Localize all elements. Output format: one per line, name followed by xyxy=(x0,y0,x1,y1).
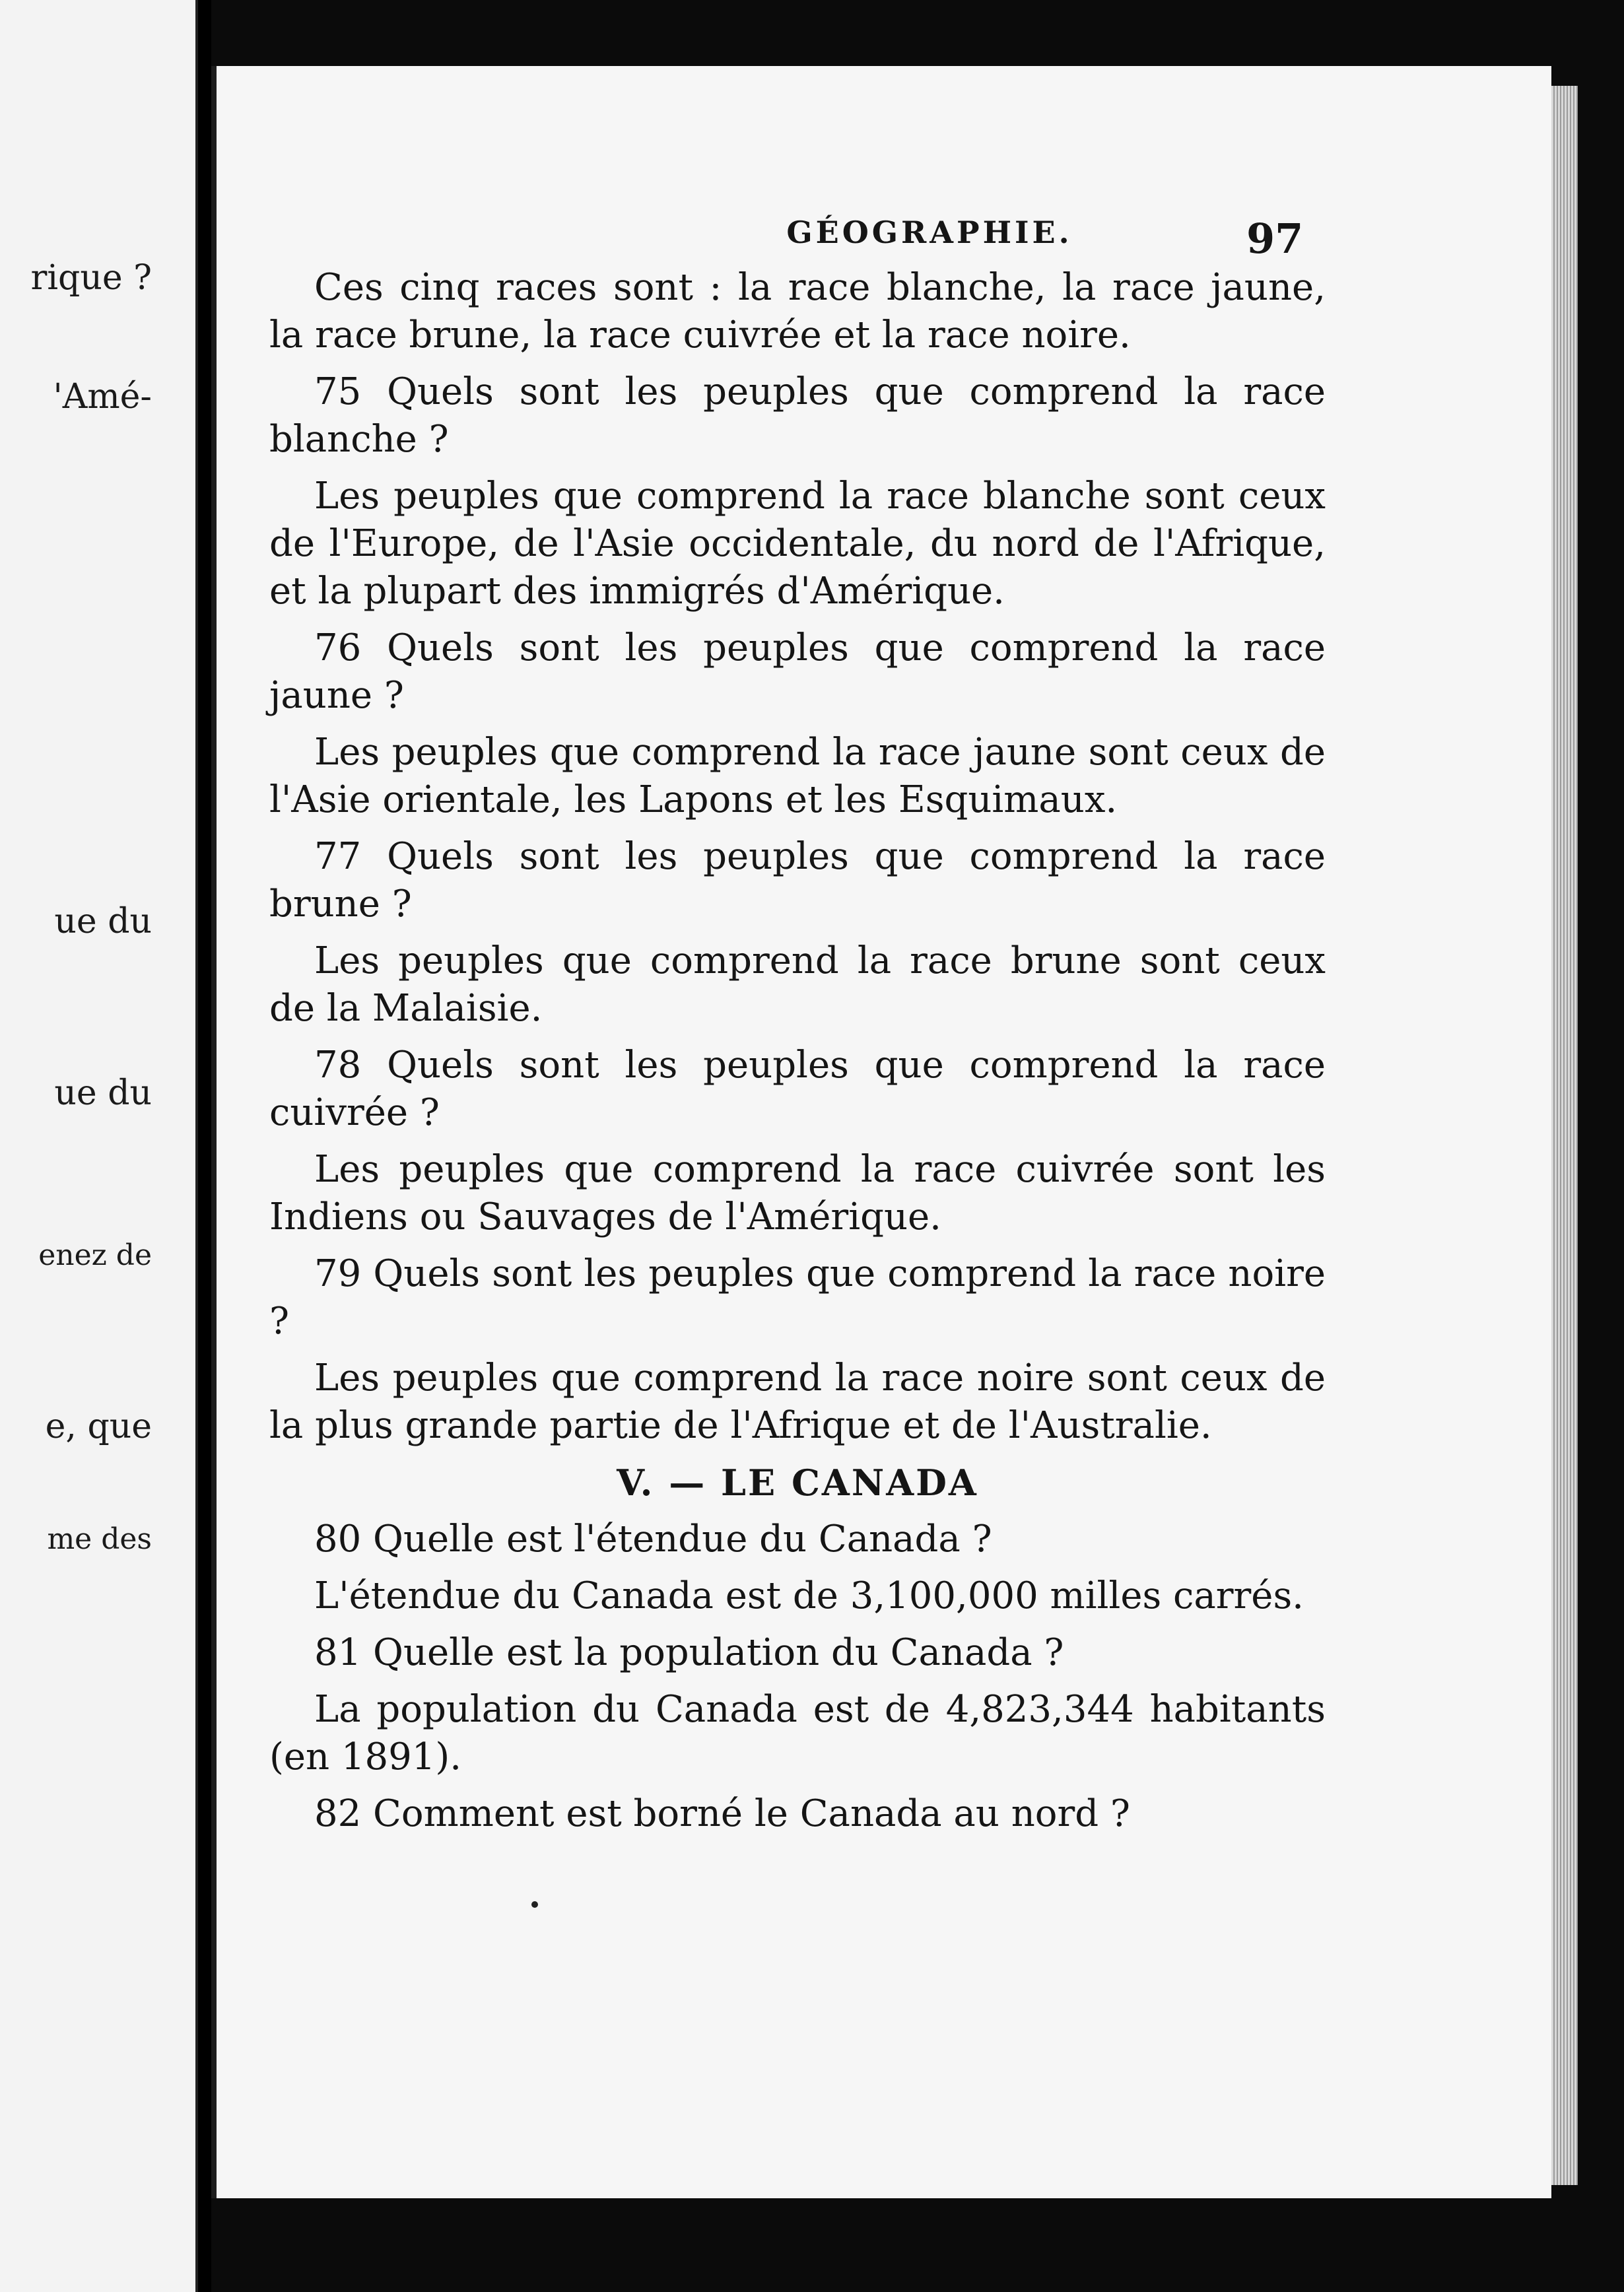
left-page xyxy=(0,0,198,2292)
question: 76 Quels sont les peuples que comprend la race jaune ? xyxy=(269,626,1326,717)
page-body xyxy=(269,264,1326,1847)
answer: La population du Canada est de 4,823,344 habitants (en 1891). xyxy=(269,1688,1326,1778)
answer: Les peuples que comprend la race blanche sont ceux de l'Europe, de l'Asie occidentale, du nord de l'Afrique, et la plupart des immigrés d'Amérique. xyxy=(269,475,1326,613)
answer: Les peuples que comprend la race cuivrée sont les Indiens ou Sauvages de l'Amérique. xyxy=(269,1148,1326,1238)
answer: Les peuples que comprend la race brune sont ceux de la Malaisie. xyxy=(269,939,1326,1030)
left-fragment: me des xyxy=(47,1522,152,1556)
paragraph: Ces cinq races sont : la race blanche, la race jaune, la race brune, la race cuivrée et la race noire. xyxy=(269,266,1326,356)
question: 77 Quels sont les peuples que comprend la race brune ? xyxy=(269,835,1326,926)
answer: L'étendue du Canada est de 3,100,000 milles carrés. xyxy=(314,1574,1304,1617)
ink-dot xyxy=(531,1901,538,1908)
question: 78 Quels sont les peuples que comprend la race cuivrée ? xyxy=(269,1044,1326,1134)
left-fragment: enez de xyxy=(38,1238,152,1272)
running-title: GÉOGRAPHIE. xyxy=(786,215,1073,250)
question: 79 Quels sont les peuples que comprend la race noire ? xyxy=(269,1252,1326,1343)
answer: Les peuples que comprend la race jaune sont ceux de l'Asie orientale, les Lapons et les Esquimaux. xyxy=(269,731,1326,821)
answer: Les peuples que comprend la race noire sont ceux de la plus grande partie de l'Afrique et de l'Australie. xyxy=(269,1357,1326,1447)
page-edge-stack xyxy=(1551,86,1578,2185)
left-fragment: ue du xyxy=(54,1073,152,1113)
question: 80 Quelle est l'étendue du Canada ? xyxy=(314,1518,992,1561)
left-fragment: ue du xyxy=(54,902,152,941)
section-heading: V. — LE CANADA xyxy=(617,1462,978,1504)
right-page xyxy=(211,66,1551,2198)
question: 82 Comment est borné le Canada au nord ? xyxy=(314,1792,1130,1835)
question: 75 Quels sont les peuples que comprend la race blanche ? xyxy=(269,370,1326,461)
question: 81 Quelle est la population du Canada ? xyxy=(314,1631,1064,1674)
page-number: 97 xyxy=(1246,215,1304,263)
book-gutter xyxy=(198,0,211,2292)
left-fragment: rique ? xyxy=(30,258,152,298)
left-fragment: 'Amé- xyxy=(53,377,152,417)
left-fragment: e, que xyxy=(45,1407,152,1446)
